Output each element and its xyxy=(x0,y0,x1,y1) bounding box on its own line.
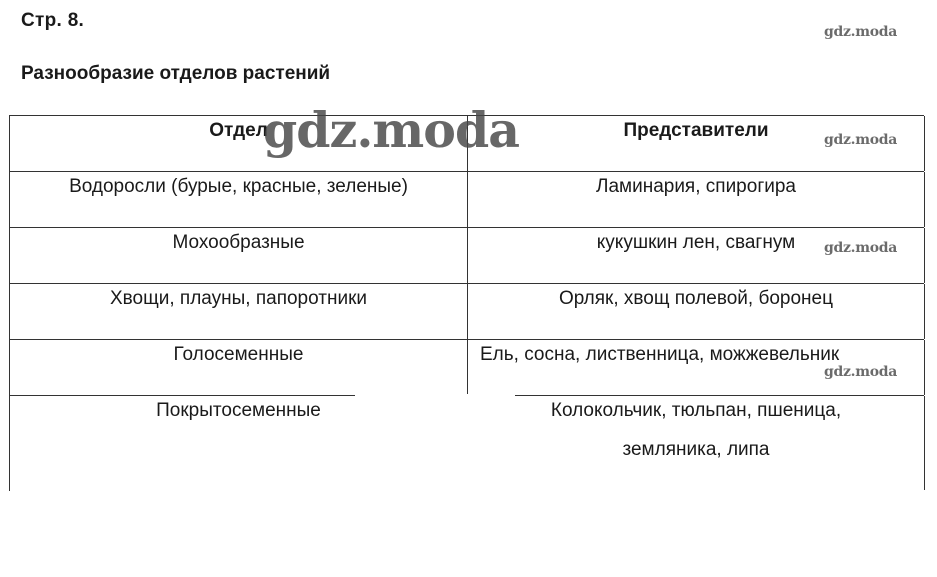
representatives-cell: кукушкин лен, свагнум xyxy=(468,228,925,283)
division-cell: Хвощи, плауны, папоротники xyxy=(10,284,468,339)
page-number: Стр. 8. xyxy=(21,10,85,31)
watermark: gdz.moda xyxy=(824,132,898,148)
header-representatives: Представители xyxy=(468,116,925,171)
scan-gap xyxy=(355,394,515,396)
division-cell: Голосеменные xyxy=(10,340,468,395)
table-row xyxy=(10,228,924,284)
scan-gap xyxy=(346,488,536,491)
table-row xyxy=(10,172,924,228)
watermark: gdz.moda xyxy=(824,240,898,256)
document-title: Разнообразие отделов растений xyxy=(21,63,331,84)
table-row xyxy=(10,284,924,340)
division-cell: Мохообразные xyxy=(10,228,468,283)
division-cell: Водоросли (бурые, красные, зеленые) xyxy=(10,172,468,227)
header-division: Отдел xyxy=(10,116,468,171)
representatives-cell: Орляк, хвощ полевой, боронец xyxy=(468,284,925,339)
watermark-large: gdz.moda xyxy=(263,101,519,159)
division-cell: Покрытосеменные xyxy=(10,396,468,490)
scan-gap xyxy=(465,395,468,491)
representatives-cell: Ламинария, спирогира xyxy=(468,172,925,227)
representatives-cell: Ель, сосна, лиственница, можжевельник xyxy=(468,340,925,395)
representatives-cell: Колокольчик, тюльпан, пшеница, земляника, липа xyxy=(468,396,925,490)
table-row xyxy=(10,340,924,396)
watermark: gdz.moda xyxy=(824,364,898,380)
watermark: gdz.moda xyxy=(824,24,898,40)
